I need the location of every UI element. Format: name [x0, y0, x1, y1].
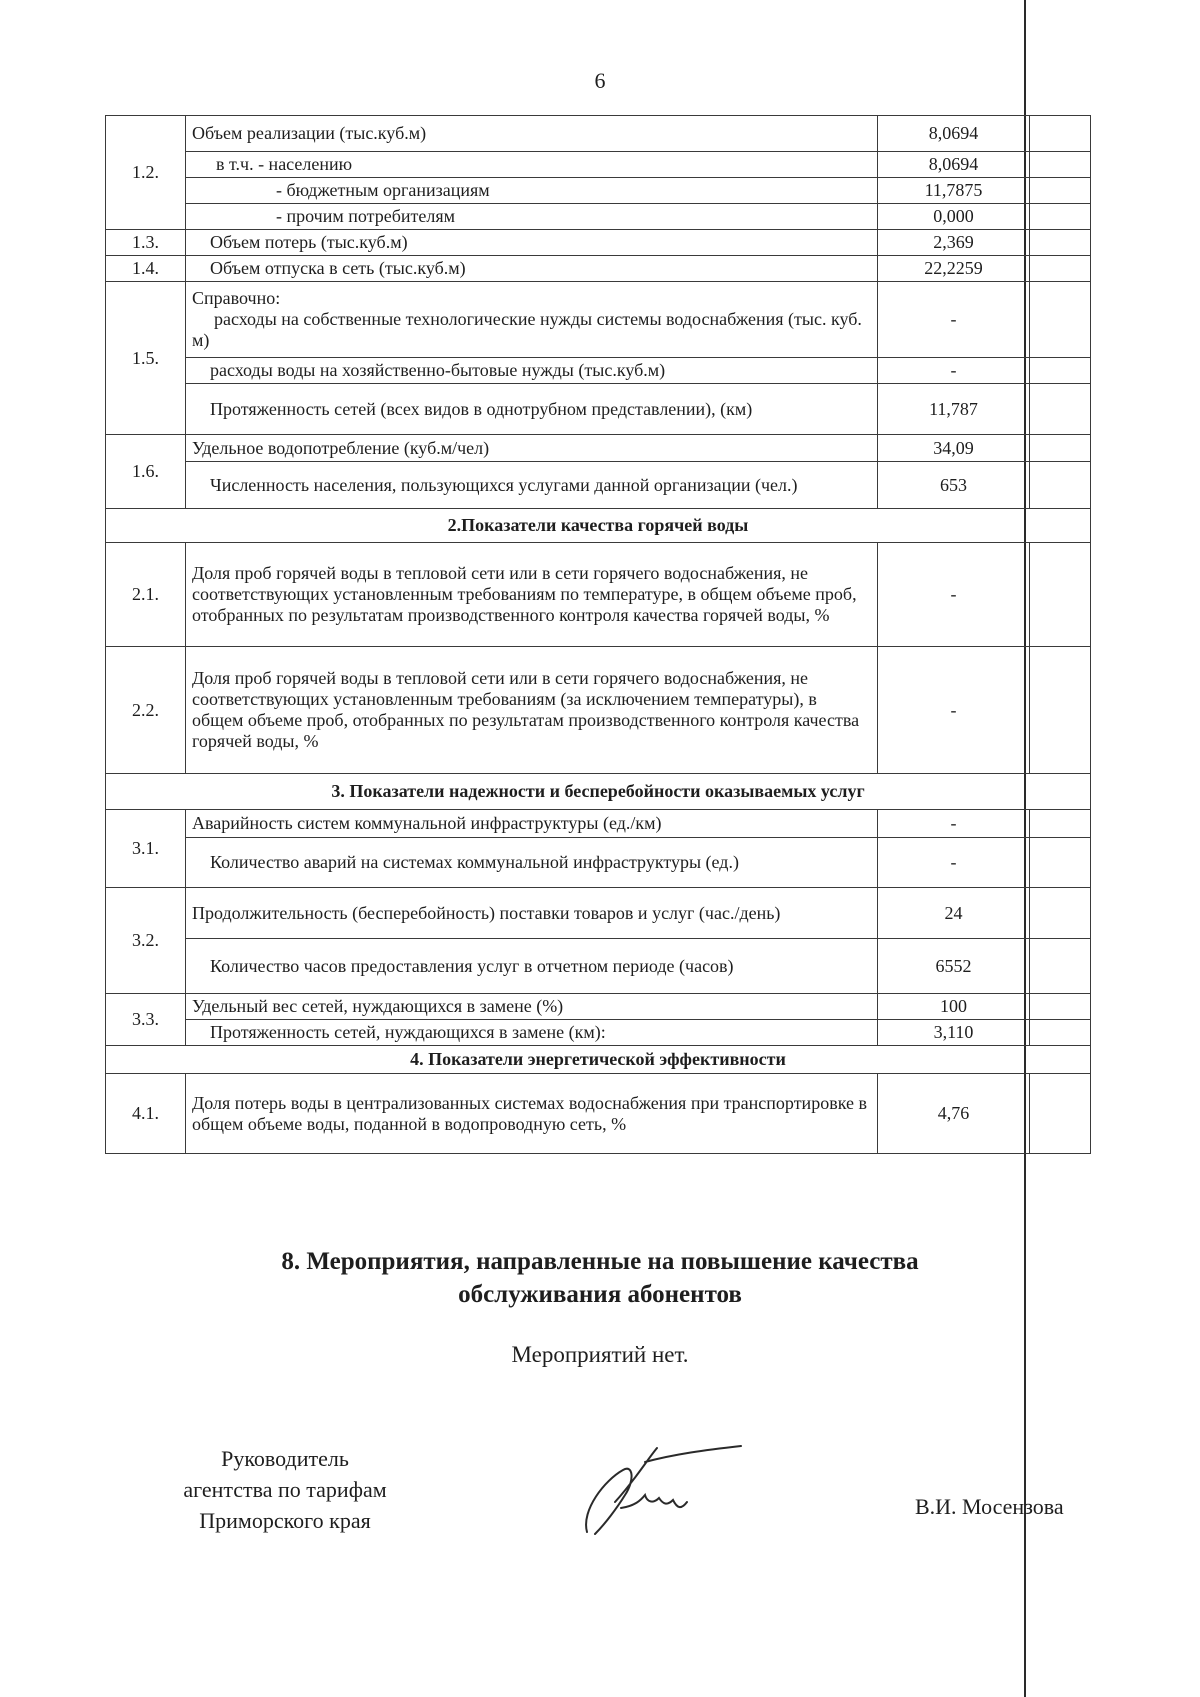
- table-row: [106, 462, 1091, 509]
- blank-cell: [1030, 230, 1091, 256]
- row-value: -: [878, 543, 1030, 647]
- row-number: 1.3.: [106, 230, 186, 256]
- signatory-title-line: агентства по тарифам: [183, 1477, 387, 1502]
- signatory-title-line: Руководитель: [221, 1446, 349, 1471]
- blank-cell: [1030, 1020, 1091, 1046]
- section-row: [106, 1046, 1091, 1074]
- section-row: [106, 509, 1091, 543]
- table-row: [106, 204, 1091, 230]
- row-value: 11,7875: [878, 178, 1030, 204]
- section-row: [106, 774, 1091, 810]
- blank-cell: [1030, 462, 1091, 509]
- blank-cell: [1030, 358, 1091, 384]
- row-label: Объем реализации (тыс.куб.м): [186, 116, 878, 152]
- row-label: расходы воды на хозяйственно-бытовые нужды (тыс.куб.м): [186, 358, 878, 384]
- table-row: [106, 543, 1091, 647]
- row-value: 22,2259: [878, 256, 1030, 282]
- row-label: Численность населения, пользующихся услугами данной организации (чел.): [186, 462, 878, 509]
- row-value: 4,76: [878, 1074, 1030, 1154]
- blank-cell: [1030, 152, 1091, 178]
- row-value: 2,369: [878, 230, 1030, 256]
- row-label: Удельный вес сетей, нуждающихся в замене (%): [186, 994, 878, 1020]
- table-row: [106, 384, 1091, 435]
- table-row: [106, 939, 1091, 994]
- table-row: [106, 1074, 1091, 1154]
- blank-cell: [1030, 994, 1091, 1020]
- blank-cell: [1030, 543, 1091, 647]
- table-row: [106, 178, 1091, 204]
- row-label: Справочно:: [192, 288, 281, 308]
- row-label: Доля потерь воды в централизованных системах водоснабжения при транспортировке в общем объеме воды, поданной в водопроводную сеть, %: [186, 1074, 878, 1154]
- blank-cell: [1030, 838, 1091, 888]
- row-value: 24: [878, 888, 1030, 939]
- table-row: [106, 152, 1091, 178]
- row-number: 1.6.: [106, 435, 186, 509]
- table-row: [106, 810, 1091, 838]
- heading-line: обслуживания абонентов: [458, 1281, 742, 1308]
- row-label: - бюджетным организациям: [186, 178, 878, 204]
- signatory-title-line: Приморского края: [199, 1508, 371, 1533]
- section-title: 3. Показатели надежности и бесперебойности оказываемых услуг: [106, 774, 1091, 810]
- row-value: 653: [878, 462, 1030, 509]
- section-heading: [150, 1245, 1050, 1311]
- signatory-title: [120, 1443, 450, 1536]
- blank-cell: [1030, 1074, 1091, 1154]
- row-number: 2.1.: [106, 543, 186, 647]
- row-value: 11,787: [878, 384, 1030, 435]
- row-label: Протяженность сетей, нуждающихся в замене (км):: [186, 1020, 878, 1046]
- row-value: -: [878, 810, 1030, 838]
- table-row: [106, 994, 1091, 1020]
- page-number: 6: [594, 68, 606, 93]
- row-number: 4.1.: [106, 1074, 186, 1154]
- blank-cell: [1030, 204, 1091, 230]
- table-row: [106, 838, 1091, 888]
- row-number: 1.5.: [106, 282, 186, 435]
- row-value: 34,09: [878, 435, 1030, 462]
- blank-cell: [1030, 647, 1091, 774]
- blank-cell: [1030, 282, 1091, 358]
- no-measures-note: Мероприятий нет.: [511, 1342, 689, 1367]
- table-row: [106, 435, 1091, 462]
- row-label: Объем потерь (тыс.куб.м): [186, 230, 878, 256]
- row-number: 2.2.: [106, 647, 186, 774]
- row-label: Доля проб горячей воды в тепловой сети или в сети горячего водоснабжения, не соответствующих установленным требованиям по температуре, в общем объеме проб, отобранных по результатам производственного контроля качества горячей воды, %: [186, 543, 878, 647]
- row-label: Протяженность сетей (всех видов в однотрубном представлении), (км): [186, 384, 878, 435]
- table-row: [106, 116, 1091, 152]
- section-title: 4. Показатели энергетической эффективности: [106, 1046, 1091, 1074]
- blank-cell: [1030, 810, 1091, 838]
- row-number: 3.2.: [106, 888, 186, 994]
- table-row: [106, 888, 1091, 939]
- row-value: 8,0694: [878, 116, 1030, 152]
- row-value: -: [878, 282, 1030, 358]
- blank-cell: [1030, 116, 1091, 152]
- row-value: -: [878, 647, 1030, 774]
- row-label: Удельное водопотребление (куб.м/чел): [186, 435, 878, 462]
- heading-line: 8. Мероприятия, направленные на повышение качества: [281, 1248, 919, 1275]
- row-number: 1.2.: [106, 116, 186, 230]
- row-value: 3,110: [878, 1020, 1030, 1046]
- table-row: [106, 647, 1091, 774]
- table-row: [106, 282, 1091, 358]
- table-row: [106, 1020, 1091, 1046]
- row-number: 1.4.: [106, 256, 186, 282]
- row-label: - прочим потребителям: [186, 204, 878, 230]
- row-label: Количество часов предоставления услуг в отчетном периоде (часов): [186, 939, 878, 994]
- row-value: -: [878, 838, 1030, 888]
- blank-cell: [1030, 888, 1091, 939]
- table-row: [106, 256, 1091, 282]
- row-label-detail: расходы на собственные технологические нужды системы водоснабжения (тыс. куб. м): [192, 309, 862, 350]
- row-label: Количество аварий на системах коммунальной инфраструктуры (ед.): [186, 838, 878, 888]
- row-label: Продолжительность (бесперебойность) поставки товаров и услуг (час./день): [186, 888, 878, 939]
- row-value: 0,000: [878, 204, 1030, 230]
- row-value: 100: [878, 994, 1030, 1020]
- row-value: -: [878, 358, 1030, 384]
- blank-cell: [1030, 256, 1091, 282]
- signatory-name: В.И. Мосензова: [915, 1494, 1064, 1519]
- row-value: 8,0694: [878, 152, 1030, 178]
- row-number: 3.3.: [106, 994, 186, 1046]
- row-label-group: [186, 282, 878, 358]
- row-value: 6552: [878, 939, 1030, 994]
- row-label: Объем отпуска в сеть (тыс.куб.м): [186, 256, 878, 282]
- table-row: [106, 358, 1091, 384]
- row-label: в т.ч. - населению: [186, 152, 878, 178]
- handwritten-signature: [575, 1440, 745, 1550]
- table-row: [106, 230, 1091, 256]
- row-number: 3.1.: [106, 810, 186, 888]
- blank-cell: [1030, 384, 1091, 435]
- row-label: Аварийность систем коммунальной инфраструктуры (ед./км): [186, 810, 878, 838]
- row-label: Доля проб горячей воды в тепловой сети или в сети горячего водоснабжения, не соответствующих установленным требованиям (за исключением температуры), в общем объеме проб, отобранных по результатам производственного контроля качества горячей воды, %: [186, 647, 878, 774]
- blank-cell: [1030, 939, 1091, 994]
- blank-cell: [1030, 435, 1091, 462]
- section-title: 2.Показатели качества горячей воды: [106, 509, 1091, 543]
- blank-cell: [1030, 178, 1091, 204]
- indicators-table: [105, 115, 1091, 1154]
